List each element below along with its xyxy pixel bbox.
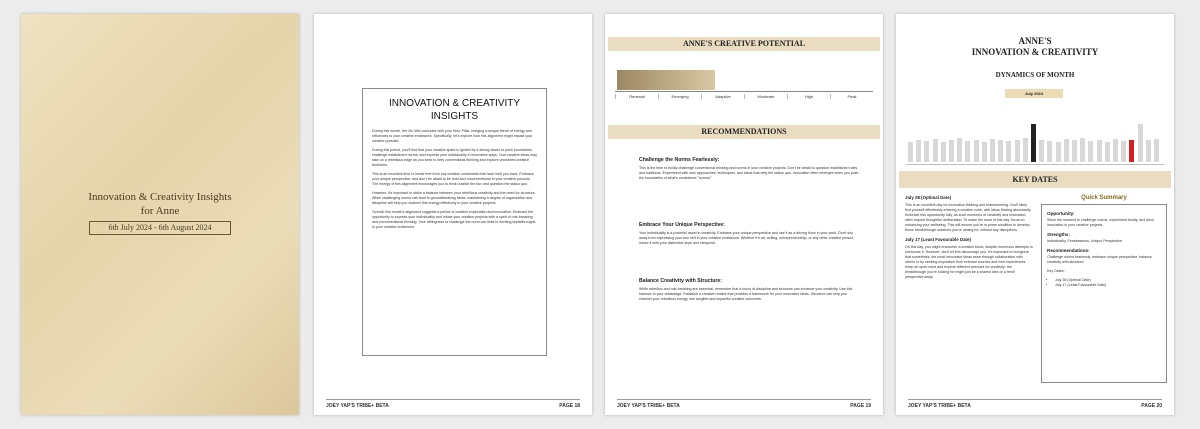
month-tag: July 2024 xyxy=(1005,89,1063,98)
dynamics-subtitle: DYNAMICS OF MONTH xyxy=(995,71,1075,79)
page-footer xyxy=(617,399,871,409)
day-bar xyxy=(916,140,921,162)
insight-paragraph: During this period, you'll find that your creative spark is ignited by a strong desire to push boundaries, challenge established norms, and express your individuality in innovative ways. Your creative ideas may take on a rebellious edge as you seek to defy conventional thinking and explore uncharted creative territories. xyxy=(372,148,538,167)
footer-brand: JOEY YAP'S TRIBE+ BETA xyxy=(908,403,971,409)
level-label: High xyxy=(787,94,830,99)
key-dates-details xyxy=(905,195,1033,284)
page-title: ANNE'S INNOVATION & CREATIVITY xyxy=(971,36,1099,57)
insights-box xyxy=(362,88,547,356)
insight-paragraph: Overall, this month's alignment suggests a period of creative exploration and innovation. Embrace the opportunity to express your individuality and infuse your creative projects with a spirit of rule-breaking and unconventional thinking. Your willingness to challenge the norm can lead to exciting breakthroughs in your creative endeavors. xyxy=(372,210,536,229)
page-20 xyxy=(896,14,1174,415)
strengths-text: Individuality, Fearlessness, Unique Perspective xyxy=(1047,239,1123,243)
key-date-item: • July 17 (Least Favourable Date) xyxy=(1055,283,1161,288)
potential-axis xyxy=(615,91,873,92)
key-dates-heading: KEY DATES xyxy=(899,171,1171,188)
day-bar xyxy=(1113,139,1118,162)
day-bar xyxy=(1064,139,1069,162)
day-bar xyxy=(974,140,979,162)
footer-brand: JOEY YAP'S TRIBE+ BETA xyxy=(617,403,680,409)
day-bar xyxy=(1129,140,1134,162)
potential-levels xyxy=(615,94,873,99)
day-bar xyxy=(949,140,954,162)
creative-potential-heading: ANNE'S CREATIVE POTENTIAL xyxy=(608,37,880,51)
insight-paragraph: However, it's important to strike a balance between your rebellious creativity and the need for structure. While challenging norms can lead to groundbreaking ideas, maintaining a degree of organization and discipline will help you channel this energy effectively in your creative projects. xyxy=(372,191,536,205)
day-bar xyxy=(908,142,913,162)
day-bar xyxy=(990,139,995,162)
day-bar xyxy=(1146,140,1151,162)
level-label: Moderate xyxy=(744,94,787,99)
day-bar xyxy=(998,140,1003,162)
day-bar xyxy=(1072,140,1077,162)
page-19 xyxy=(605,14,883,415)
recommendation-title: Embrace Your Unique Perspective: xyxy=(639,222,726,228)
day-bar xyxy=(1080,138,1085,162)
recommendation-text: Your individuality is a powerful asset in creativity. Embrace your unique perspective and use it as a driving force in your work. Don't shy away from expressing your true self in your creative endeavors. Whether it's art, writing, entrepreneurship, or any other creative pursuit, infuse it with your distinctive style and viewpoint. xyxy=(639,231,855,245)
day-bar xyxy=(965,141,970,162)
insights-title: INNOVATION & CREATIVITY INSIGHTS xyxy=(388,98,521,122)
creative-potential-bar xyxy=(617,70,715,90)
quick-summary-heading: Quick Summary xyxy=(1081,195,1127,201)
cover-page xyxy=(21,14,299,415)
level-label: Emerging xyxy=(658,94,701,99)
day-bar xyxy=(1047,141,1052,162)
level-label: Peak xyxy=(830,94,873,99)
page-18 xyxy=(314,14,592,415)
day-bar xyxy=(933,139,938,162)
day-bar xyxy=(1039,140,1044,162)
recommendation-item xyxy=(639,222,859,246)
day-bar xyxy=(1088,141,1093,162)
opportunity-text: Seize the moment to challenge norms, experiment boldly, and drive innovation in your creative projects. xyxy=(1047,218,1155,227)
key-date-item: • July 28 (Optimal Date) xyxy=(1055,278,1161,283)
day-bar xyxy=(1006,141,1011,162)
recommendations-label: Recommendations: xyxy=(1047,248,1090,253)
quick-summary xyxy=(1041,195,1167,383)
recommendation-text: While rebellion and rule-breaking are essential, remember that a touch of discipline and structure can enhance your creativity. Use this balance to your advantage. Establish a creative routine that provides a framework for your innovative ideas. Structure can help you channel your rebellious energy into tangible and impactful creative outcomes. xyxy=(639,287,853,301)
day-bar xyxy=(1031,124,1036,162)
cover-date-range: 6th July 2024 - 6th August 2024 xyxy=(89,221,231,235)
recommendations-heading: RECOMMENDATIONS xyxy=(608,125,880,139)
opportunity-label: Opportunity: xyxy=(1047,211,1075,216)
optimal-date-text: This is an excellent day for innovative thinking and brainstorming. You'll likely find yourself effortlessly entering a creative zone, with ideas flowing abundantly. Embrace this opportunity fully, as such moments of creativity and innovation often require thoughtful deliberation. To make the most of this day, focus on enhancing your wellbeing. This will ensure you're in prime condition to develop those breakthrough solutions you're aiming for, without any disruptions. xyxy=(905,203,1032,232)
day-bar xyxy=(1015,140,1020,162)
day-bar xyxy=(924,141,929,162)
strengths-label: Strengths: xyxy=(1047,232,1070,237)
level-label: Renewal xyxy=(615,94,658,99)
least-favourable-date-text: On this day, you might encounter a creative block, despite numerous attempts to overcome it. However, don't let this discourage you. It's important to recognize that sometimes, the most innovative ideas arise through collaboration with others or by seeking inspiration from external sources and new experiences. Keep an open mind and explore different avenues for creativity; the breakthrough you're looking for might just be a shared idea or a fresh perspective away. xyxy=(905,245,1033,279)
day-bar xyxy=(1097,140,1102,162)
level-label: Adaptive xyxy=(701,94,744,99)
cover-title: Innovation & Creativity Insights for Anne xyxy=(88,191,232,217)
optimal-date-title: July 28 (Optimal Date) xyxy=(905,195,952,200)
daily-dynamics-bars xyxy=(906,124,1164,162)
insight-paragraph: This is an excellent time to break free from any creative constraints that have held you back. Embrace your unique perspective, and don't be afraid to be bold and unconventional in your creative pursuits. The energy of this alignment encourages you to think outside the box and question the status quo. xyxy=(372,172,534,186)
key-dates-list xyxy=(1047,278,1161,288)
key-dates-label: Key Dates: xyxy=(1047,269,1065,273)
page-footer xyxy=(326,399,580,409)
least-favourable-date-title: July 17 (Least Favourable Date) xyxy=(905,237,971,242)
footer-page-number: PAGE 20 xyxy=(1141,403,1162,409)
day-bar xyxy=(982,142,987,162)
quick-summary-box xyxy=(1041,204,1167,383)
day-bar xyxy=(1121,141,1126,162)
recommendation-text: This is the time to boldly challenge conventional thinking and norms in your creative projects. Don't be afraid to question established rules and traditions. Experiment with new approaches, techniques, and ideas that defy the status quo. Innovation often emerges when you push the boundaries of what's considered "normal." xyxy=(639,166,859,180)
page-footer xyxy=(908,399,1162,409)
day-bar xyxy=(1056,142,1061,162)
recommendation-item xyxy=(639,157,859,181)
day-bar xyxy=(957,138,962,162)
recommendations-text: Challenge norms fearlessly, embrace unique perspective, balance creativity with structure. xyxy=(1047,255,1152,264)
insight-paragraph: During this month, the Xin Wei coincides with your Hour Pillar, bringing a unique blend of energy and influences to your creative endeavors. Specifically, let's explore how this alignment might impact your creative pursuits: xyxy=(372,129,533,143)
recommendation-title: Balance Creativity with Structure: xyxy=(639,278,723,284)
bars-axis xyxy=(906,164,1164,165)
day-bar xyxy=(1154,139,1159,162)
recommendation-title: Challenge the Norms Fearlessly: xyxy=(639,157,720,163)
footer-brand: JOEY YAP'S TRIBE+ BETA xyxy=(326,403,389,409)
footer-page-number: PAGE 18 xyxy=(559,403,580,409)
footer-page-number: PAGE 19 xyxy=(850,403,871,409)
day-bar xyxy=(941,142,946,162)
recommendation-item xyxy=(639,278,859,302)
day-bar xyxy=(1105,142,1110,162)
day-bar xyxy=(1138,124,1143,162)
day-bar xyxy=(1023,138,1028,162)
